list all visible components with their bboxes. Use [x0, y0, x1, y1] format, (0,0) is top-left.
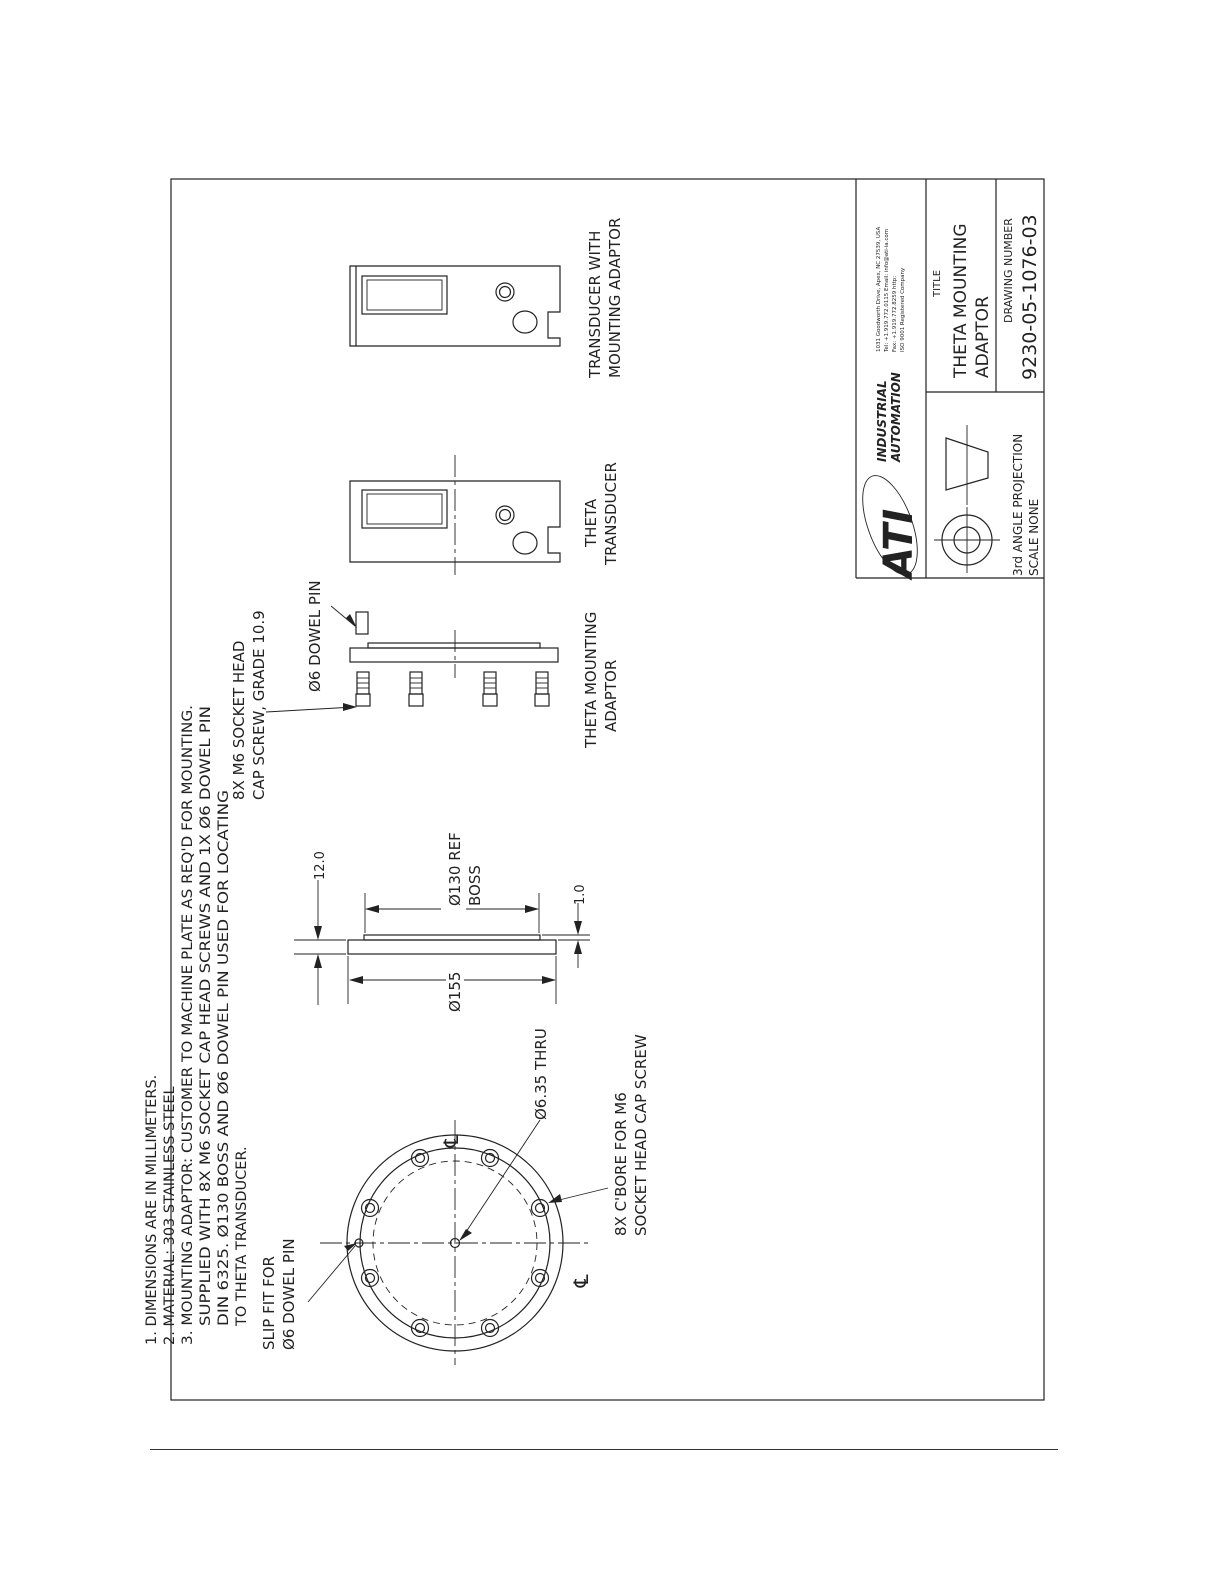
transducer-label-line1: THETA: [582, 498, 600, 547]
transducer-assembly: [350, 266, 560, 346]
company-name-line2: AUTOMATION: [889, 372, 903, 462]
cbore-label-line1: 8X C'BORE FOR M6: [612, 1092, 630, 1236]
scale-label: SCALE NONE: [1027, 498, 1041, 576]
company-name-line1: INDUSTRIAL: [875, 380, 889, 462]
exploded-view: [230, 218, 624, 800]
ati-logo: [852, 469, 929, 582]
title-line-2: ADAPTOR: [973, 296, 993, 378]
side-view: [294, 832, 590, 1012]
screws: [356, 672, 549, 706]
screw-label-line2: CAP SCREW, GRADE 10.9: [250, 610, 268, 800]
adaptor-label-line1: THETA MOUNTING: [582, 611, 600, 748]
title-label: TITLE: [932, 269, 943, 297]
cbore-label-line2: SOCKET HEAD CAP SCREW: [632, 1034, 650, 1236]
title-block: [852, 179, 1044, 581]
address-line-1: 1031 Goodworth Drive, Apex, NC 27539, USA: [876, 226, 882, 352]
note-1: 1. DIMENSIONS ARE IN MILLIMETERS.: [144, 1074, 160, 1345]
dowel-label: Ø6 DOWEL PIN: [306, 580, 324, 692]
outer-diameter-dim: Ø155: [446, 971, 464, 1012]
thru-hole-label: Ø6.35 THRU: [532, 1028, 550, 1120]
drawing-number-label: DRAWING NUMBER: [1002, 218, 1015, 323]
boss-height-dim: 1.0: [573, 884, 588, 905]
assembly-label-line1: TRANSDUCER WITH: [586, 230, 604, 378]
logo-text: ATI: [876, 508, 922, 578]
thickness-dim: 12.0: [313, 851, 328, 880]
projection-symbol: [934, 425, 1000, 573]
projection-label: 3rd ANGLE PROJECTION: [1011, 433, 1025, 576]
note-3-line3: DIN 6325. Ø130 BOSS AND Ø6 DOWEL PIN USED FOR LOCATING: [216, 859, 232, 1326]
theta-transducer: [350, 455, 560, 575]
drawing-number: 9230-05-1076-03: [1019, 214, 1041, 380]
adaptor-label-line2: ADAPTOR: [602, 659, 620, 732]
address-line-3: Fax: +1.919.772.8259 http:: [892, 275, 898, 352]
address-line-2: Tel: +1.919.772.0115 Email: info@ati-ia.com: [884, 228, 890, 352]
slip-fit-label-line2: Ø6 DOWEL PIN: [280, 1238, 298, 1350]
slip-fit-label-line1: SLIP FIT FOR: [260, 1256, 278, 1350]
centerline-symbol-top: ℄: [439, 1132, 463, 1150]
address-line-4: ISO 9001 Registered Company: [900, 267, 906, 352]
transducer-label-line2: TRANSDUCER: [602, 462, 620, 565]
boss-dim-line1: Ø130 REF: [446, 832, 464, 906]
footer-rule: [150, 1449, 1058, 1450]
boss-dim-line2: BOSS: [466, 865, 484, 906]
note-3-line4: TO THETA TRANSDUCER.: [234, 1146, 250, 1326]
note-3: 3. MOUNTING ADAPTOR: CUSTOMER TO MACHINE PLATE AS REQ'D FOR MOUNTING.: [180, 736, 196, 1345]
centerline-symbol-right: ℄: [569, 1272, 593, 1290]
general-notes: [144, 705, 250, 1345]
top-view: [260, 1028, 650, 1365]
note-3-line2: SUPPLIED WITH 8X M6 SOCKET CAP HEAD SCREWS AND 1X Ø6 DOWEL PIN: [198, 781, 214, 1326]
title-line-1: THETA MOUNTING: [951, 223, 971, 378]
screw-label-line1: 8X M6 SOCKET HEAD: [230, 640, 248, 800]
note-2: 2. MATERIAL: 303 STAINLESS STEEL: [162, 1086, 178, 1345]
assembly-label-line2: MOUNTING ADAPTOR: [606, 217, 624, 378]
